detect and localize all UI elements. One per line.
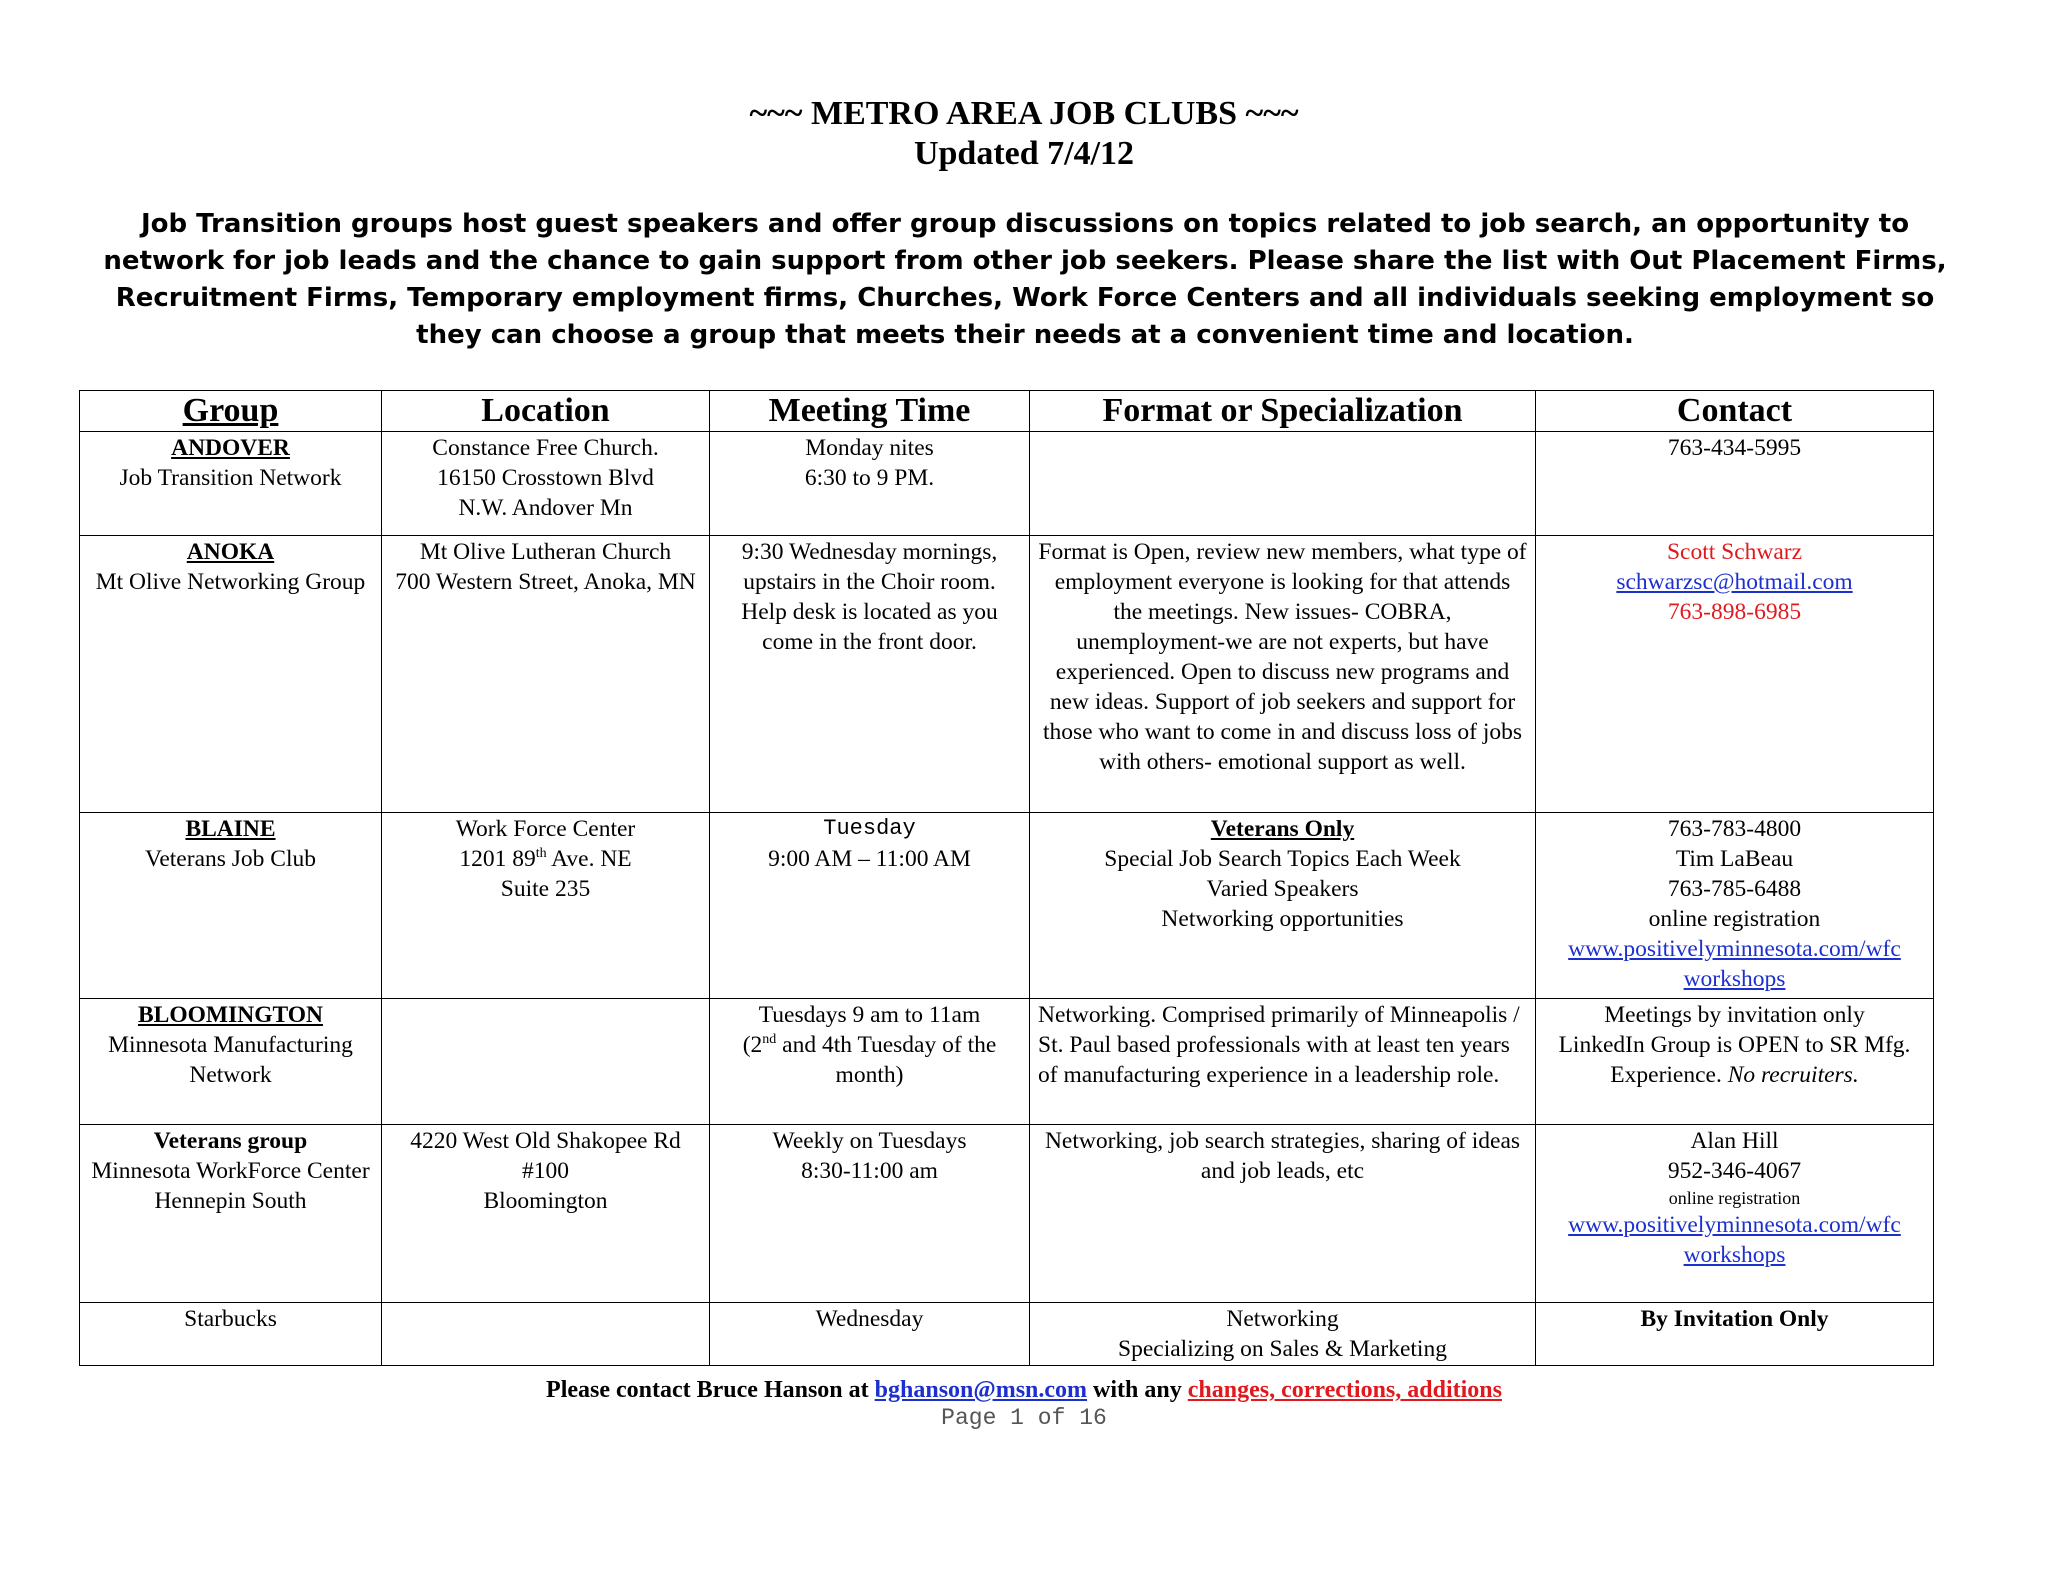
- footer-text: Please contact Bruce Hanson at: [546, 1377, 875, 1403]
- location-line: 700 Western Street, Anoka, MN: [395, 569, 696, 595]
- location-cell: [382, 1125, 710, 1303]
- document-title: [0, 94, 2048, 174]
- meeting-time-line: (2nd and 4th Tuesday of the month): [742, 1032, 997, 1088]
- meeting-time-cell: [710, 432, 1030, 536]
- location-line: 16150 Crosstown Blvd: [437, 465, 654, 491]
- contact-cell: [1536, 813, 1934, 999]
- intro-paragraph: Job Transition groups host guest speakers and offer group discussions on topics related to job search, an opportunity to network for job leads and the chance to gain support from other job seekers. Please share the list with Out Placement Firms, Recruitment Firms, Temporary employment firms, Churches, Work Force Centers and all individuals seeking employment so they can choose a group that meets their needs at a convenient time and location.: [103, 209, 1947, 350]
- format-cell: [1030, 813, 1536, 999]
- registration-link[interactable]: www.positivelyminnesota.com/wfc workshops: [1568, 936, 1901, 992]
- group-description: Mt Olive Networking Group: [95, 569, 366, 595]
- updated-date: Updated 7/4/12: [913, 135, 1135, 172]
- location-cell: [382, 536, 710, 813]
- format-line: Networking opportunities: [1161, 906, 1404, 932]
- contact-phone: 763-783-4800: [1667, 816, 1802, 842]
- group-cell: [80, 432, 382, 536]
- group-description: Minnesota Manufacturing Network: [108, 1032, 353, 1088]
- location-line: Suite 235: [500, 876, 591, 902]
- contact-phone: 763-434-5995: [1667, 435, 1802, 461]
- location-line: Mt Olive Lutheran Church: [419, 539, 672, 565]
- contact-email-link[interactable]: schwarzsc@hotmail.com: [1616, 569, 1853, 595]
- location-line: Work Force Center: [455, 816, 636, 842]
- meeting-time-line: Tuesdays 9 am to 11am: [758, 1002, 981, 1028]
- column-header-contact: Contact: [1536, 391, 1934, 432]
- group-name: BLOOMINGTON: [138, 1002, 323, 1028]
- format-line: Specializing on Sales & Marketing: [1118, 1336, 1447, 1362]
- location-line: Bloomington: [483, 1188, 608, 1214]
- format-cell: Networking, job search strategies, sharing of ideas and job leads, etc: [1030, 1125, 1536, 1303]
- format-line: Networking: [1226, 1306, 1339, 1332]
- contact-phone: 952-346-4067: [1667, 1158, 1802, 1184]
- meeting-time-line: Monday nites: [805, 435, 934, 461]
- column-header-location: Location: [382, 391, 710, 432]
- location-cell: [382, 1303, 710, 1366]
- title-line: ~~~ METRO AREA JOB CLUBS ~~~: [749, 95, 1299, 132]
- meeting-time-cell: Wednesday: [710, 1303, 1030, 1366]
- location-cell: [382, 432, 710, 536]
- group-name: BLAINE: [185, 816, 276, 842]
- table-row: [80, 1303, 1934, 1366]
- format-cell: Format is Open, review new members, what type of employment everyone is looking for that attends the meetings. New issues- COBRA, unemployment-we are not experts, but have experienced. Open to discuss new programs and new ideas. Support of job seekers and support for those who want to come in and discuss loss of jobs with others- emotional support as well.: [1030, 536, 1536, 813]
- column-header-format: Format or Specialization: [1030, 391, 1536, 432]
- group-cell: [80, 536, 382, 813]
- meeting-time-cell: [710, 1125, 1030, 1303]
- contact-note: Meetings by invitation only: [1604, 1002, 1865, 1028]
- registration-note: online registration: [1648, 906, 1821, 932]
- group-name: ANOKA: [186, 539, 275, 565]
- table-row: [80, 432, 1934, 536]
- contact-cell: [1536, 1125, 1934, 1303]
- meeting-time-line: 6:30 to 9 PM.: [804, 465, 935, 491]
- group-cell: [80, 1125, 382, 1303]
- contact-note: By Invitation Only: [1640, 1306, 1829, 1332]
- group-cell: [80, 813, 382, 999]
- footer-email-link[interactable]: bghanson@msn.com: [874, 1377, 1088, 1403]
- contact-cell: [1536, 536, 1934, 813]
- table-row: [80, 1125, 1934, 1303]
- contact-name: Scott Schwarz: [1666, 539, 1803, 565]
- meeting-time-cell: [710, 999, 1030, 1125]
- table-row: [80, 536, 1934, 813]
- column-header-group: Group: [80, 391, 382, 432]
- location-line: #100: [522, 1158, 569, 1184]
- meeting-time-line: Weekly on Tuesdays: [772, 1128, 967, 1154]
- table-row: [80, 999, 1934, 1125]
- column-header-meeting-time: Meeting Time: [710, 391, 1030, 432]
- group-description: Veterans Job Club: [144, 846, 316, 872]
- contact-cell: [1536, 1303, 1934, 1366]
- contact-phone: 763-898-6985: [1667, 599, 1802, 625]
- meeting-hours: 9:00 AM – 11:00 AM: [768, 846, 971, 872]
- meeting-day: Tuesday: [823, 816, 916, 841]
- location-line: N.W. Andover Mn: [458, 495, 633, 521]
- group-name: Veterans group: [153, 1128, 308, 1154]
- group-description: Minnesota WorkForce Center Hennepin South: [91, 1158, 370, 1214]
- location-line: 4220 West Old Shakopee Rd: [410, 1128, 681, 1154]
- format-cell: [1030, 432, 1536, 536]
- format-cell: [1030, 1303, 1536, 1366]
- format-line: Varied Speakers: [1206, 876, 1359, 902]
- footer-text: with any: [1087, 1377, 1188, 1403]
- group-cell: Starbucks: [80, 1303, 382, 1366]
- location-cell: [382, 813, 710, 999]
- table-row: [80, 813, 1934, 999]
- registration-note: online registration: [1668, 1188, 1801, 1208]
- contact-name: Alan Hill: [1690, 1128, 1779, 1154]
- meeting-time-cell: [710, 813, 1030, 999]
- contact-note: LinkedIn Group is OPEN to SR Mfg. Experience. No recruiters.: [1558, 1032, 1911, 1088]
- table-header-row: [80, 391, 1934, 432]
- meeting-time-line: 8:30-11:00 am: [801, 1158, 938, 1184]
- contact-cell: [1536, 432, 1934, 536]
- group-description: Job Transition Network: [119, 465, 342, 491]
- meeting-time-cell: 9:30 Wednesday mornings, upstairs in the Choir room. Help desk is located as you come in the front door.: [710, 536, 1030, 813]
- footer-note: [0, 1375, 2048, 1405]
- contact-phone: 763-785-6488: [1667, 876, 1802, 902]
- format-cell: Networking. Comprised primarily of Minneapolis / St. Paul based professionals with at least ten years of manufacturing experience in a leadership role.: [1030, 999, 1536, 1125]
- format-heading: Veterans Only: [1210, 816, 1355, 842]
- page-number: Page 1 of 16: [941, 1405, 1107, 1431]
- group-cell: [80, 999, 382, 1125]
- location-line: Constance Free Church.: [432, 435, 659, 461]
- group-name: ANDOVER: [171, 435, 290, 461]
- location-cell: [382, 999, 710, 1125]
- contact-cell: [1536, 999, 1934, 1125]
- location-line: 1201 89th Ave. NE: [459, 846, 632, 872]
- footer-changes-link[interactable]: changes, corrections, additions: [1187, 1377, 1502, 1403]
- registration-link[interactable]: www.positivelyminnesota.com/wfc workshops: [1568, 1212, 1901, 1268]
- contact-name: Tim LaBeau: [1675, 846, 1794, 872]
- format-line: Special Job Search Topics Each Week: [1104, 846, 1461, 872]
- job-clubs-table: [79, 390, 1934, 1366]
